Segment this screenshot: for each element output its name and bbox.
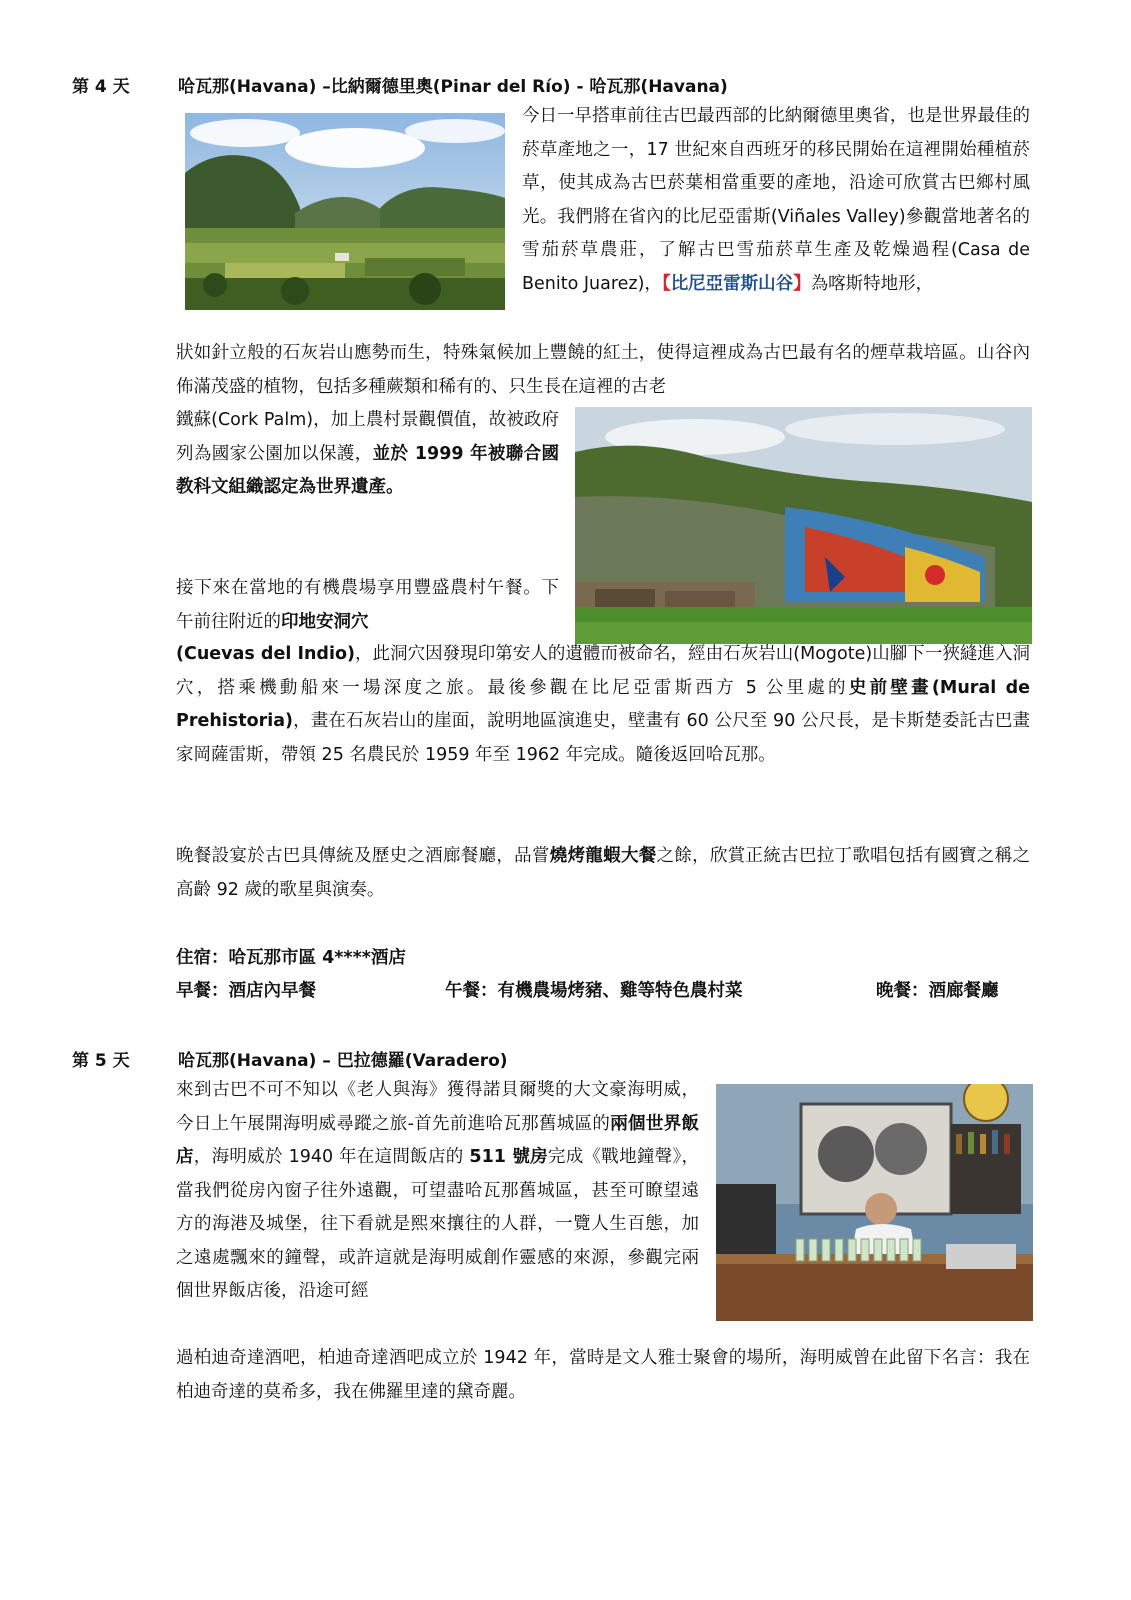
day5-title: 哈瓦那(Havana) – 巴拉德羅(Varadero)	[178, 1051, 508, 1071]
lobster-dinner-name: 燒烤龍蝦大餐	[549, 846, 657, 866]
day5-paragraph-hemingway	[176, 1074, 699, 1309]
day4-paragraph-heritage	[176, 404, 559, 505]
mural-name: 史前壁畫(Mural de Prehistoria)	[176, 677, 1030, 731]
bodeguita-bar-photo	[716, 1084, 1033, 1321]
mural-description-text: ，畫在石灰岩山的崖面，說明地區演進史，壁畫有 60 公尺至 90 公尺長，是卡斯楚委託古巴畫家岡薩雷斯，帶領 25 名農民於 1959 年至 1962 年完成。隨後返回哈瓦那。	[176, 711, 1030, 765]
day4-paragraph-intro	[522, 100, 1030, 301]
bracket-open: 【	[661, 273, 671, 294]
mural-prehistoria-photo	[575, 407, 1032, 644]
hemingway-1940-text: ，海明威於 1940 年在這間飯店的	[193, 1147, 470, 1167]
room-511-name: 511 號房	[469, 1147, 548, 1167]
hemingway-view-text: 完成《戰地鐘聲》，當我們從房內窗子往外遠觀，可望盡哈瓦那舊城區，甚至可瞭望遠方的海港及城堡，往下看就是熙來攘往的人群，一覽人生百態，加之遠處飄來的鐘聲，或許這就是海明威創作靈感的來源，參觀完兩個世界飯店後，沿途可經	[176, 1147, 699, 1301]
dinner-show-text: 之餘，欣賞正統古巴拉丁歌唱包括有國寶之稱之高齡 92 歲的歌星與演奏。	[176, 846, 1031, 900]
day4-title: 哈瓦那(Havana) –比納爾德里奧(Pinar del Río) - 哈瓦那(Havana)	[178, 77, 728, 97]
cuevas-del-indio-name: (Cuevas del Indio)	[176, 644, 355, 664]
indio-cave-name: 印地安洞穴	[281, 611, 369, 632]
day5-label: 第 5 天	[72, 1051, 130, 1071]
day4-paragraph-dinner	[176, 840, 1030, 907]
cave-description-text: ，此洞穴因發現印第安人的遺體而被命名，經由石灰岩山(Mogote)山腳下一狹縫進入洞穴，搭乘機動船來一場深度之旅。最後參觀在比尼亞雷斯西方 5 公里處的	[176, 644, 1030, 698]
unesco-heritage-text: 並於 1999 年被聯合國教科文組織認定為世界遺產。	[176, 443, 560, 497]
day4-intro-tail: 為喀斯特地形，	[810, 273, 934, 294]
ambos-mundos-hotel-name: 兩個世界飯店	[176, 1113, 699, 1167]
day5-paragraph-bodeguita: 過柏迪奇達酒吧，柏迪奇達酒吧成立於 1942 年，當時是文人雅士聚會的場所，海明威曾在此留下名言：我在柏迪奇達的莫希多，我在佛羅里達的黛奇麗。	[176, 1348, 1030, 1402]
cork-palm-text: 鐵蘇(Cork Palm)，加上農村景觀價值，故被政府列為國家公園加以保護，	[176, 410, 559, 464]
vinales-valley-photo	[185, 113, 505, 310]
day4-paragraph-lunch	[176, 572, 559, 639]
day4-label: 第 4 天	[72, 77, 130, 97]
day4-paragraph-karst: 狀如針立般的石灰岩山應勢而生，特殊氣候加上豐饒的紅土，使得這裡成為古巴最有名的煙草栽培區。山谷內佈滿茂盛的植物，包括多種蕨類和稀有的、只生長在這裡的古老	[176, 343, 1030, 397]
day4-paragraph-cave	[176, 638, 1030, 772]
day4-intro-text: 今日一早搭車前往古巴最西部的比納爾德里奧省，也是世界最佳的菸草產地之一，17 世紀來自西班牙的移民開始在這裡開始種植菸草，使其成為古巴菸葉相當重要的產地，沿途可欣賞古巴鄉村風光。我們將在省內的比尼亞雷斯(Viñales Valley)參觀當地著名的雪茄菸草農莊，了解古巴雪茄菸草生產及乾燥過程(Casa de Benito Juarez)，	[522, 106, 1030, 294]
vinales-valley-highlight: 比尼亞雷斯山谷	[670, 273, 794, 294]
day4-hotel: 住宿：哈瓦那市區 4****酒店	[176, 948, 406, 968]
day4-dinner: 晚餐：酒廊餐廳	[876, 981, 999, 1001]
bracket-close: 】	[793, 273, 811, 294]
day4-lunch: 午餐：有機農場烤豬、雞等特色農村菜	[445, 981, 743, 1001]
hemingway-intro-text: 來到古巴不可不知以《老人與海》獲得諾貝爾獎的大文豪海明威，今日上午展開海明威尋蹤之旅-首先前進哈瓦那舊城區的	[176, 1080, 699, 1134]
dinner-intro-text: 晚餐設宴於古巴具傳統及歷史之酒廊餐廳，品嘗	[176, 846, 550, 866]
organic-farm-lunch-text: 接下來在當地的有機農場享用豐盛農村午餐。下午前往附近的	[176, 578, 559, 632]
day4-breakfast: 早餐：酒店內早餐	[176, 981, 316, 1001]
